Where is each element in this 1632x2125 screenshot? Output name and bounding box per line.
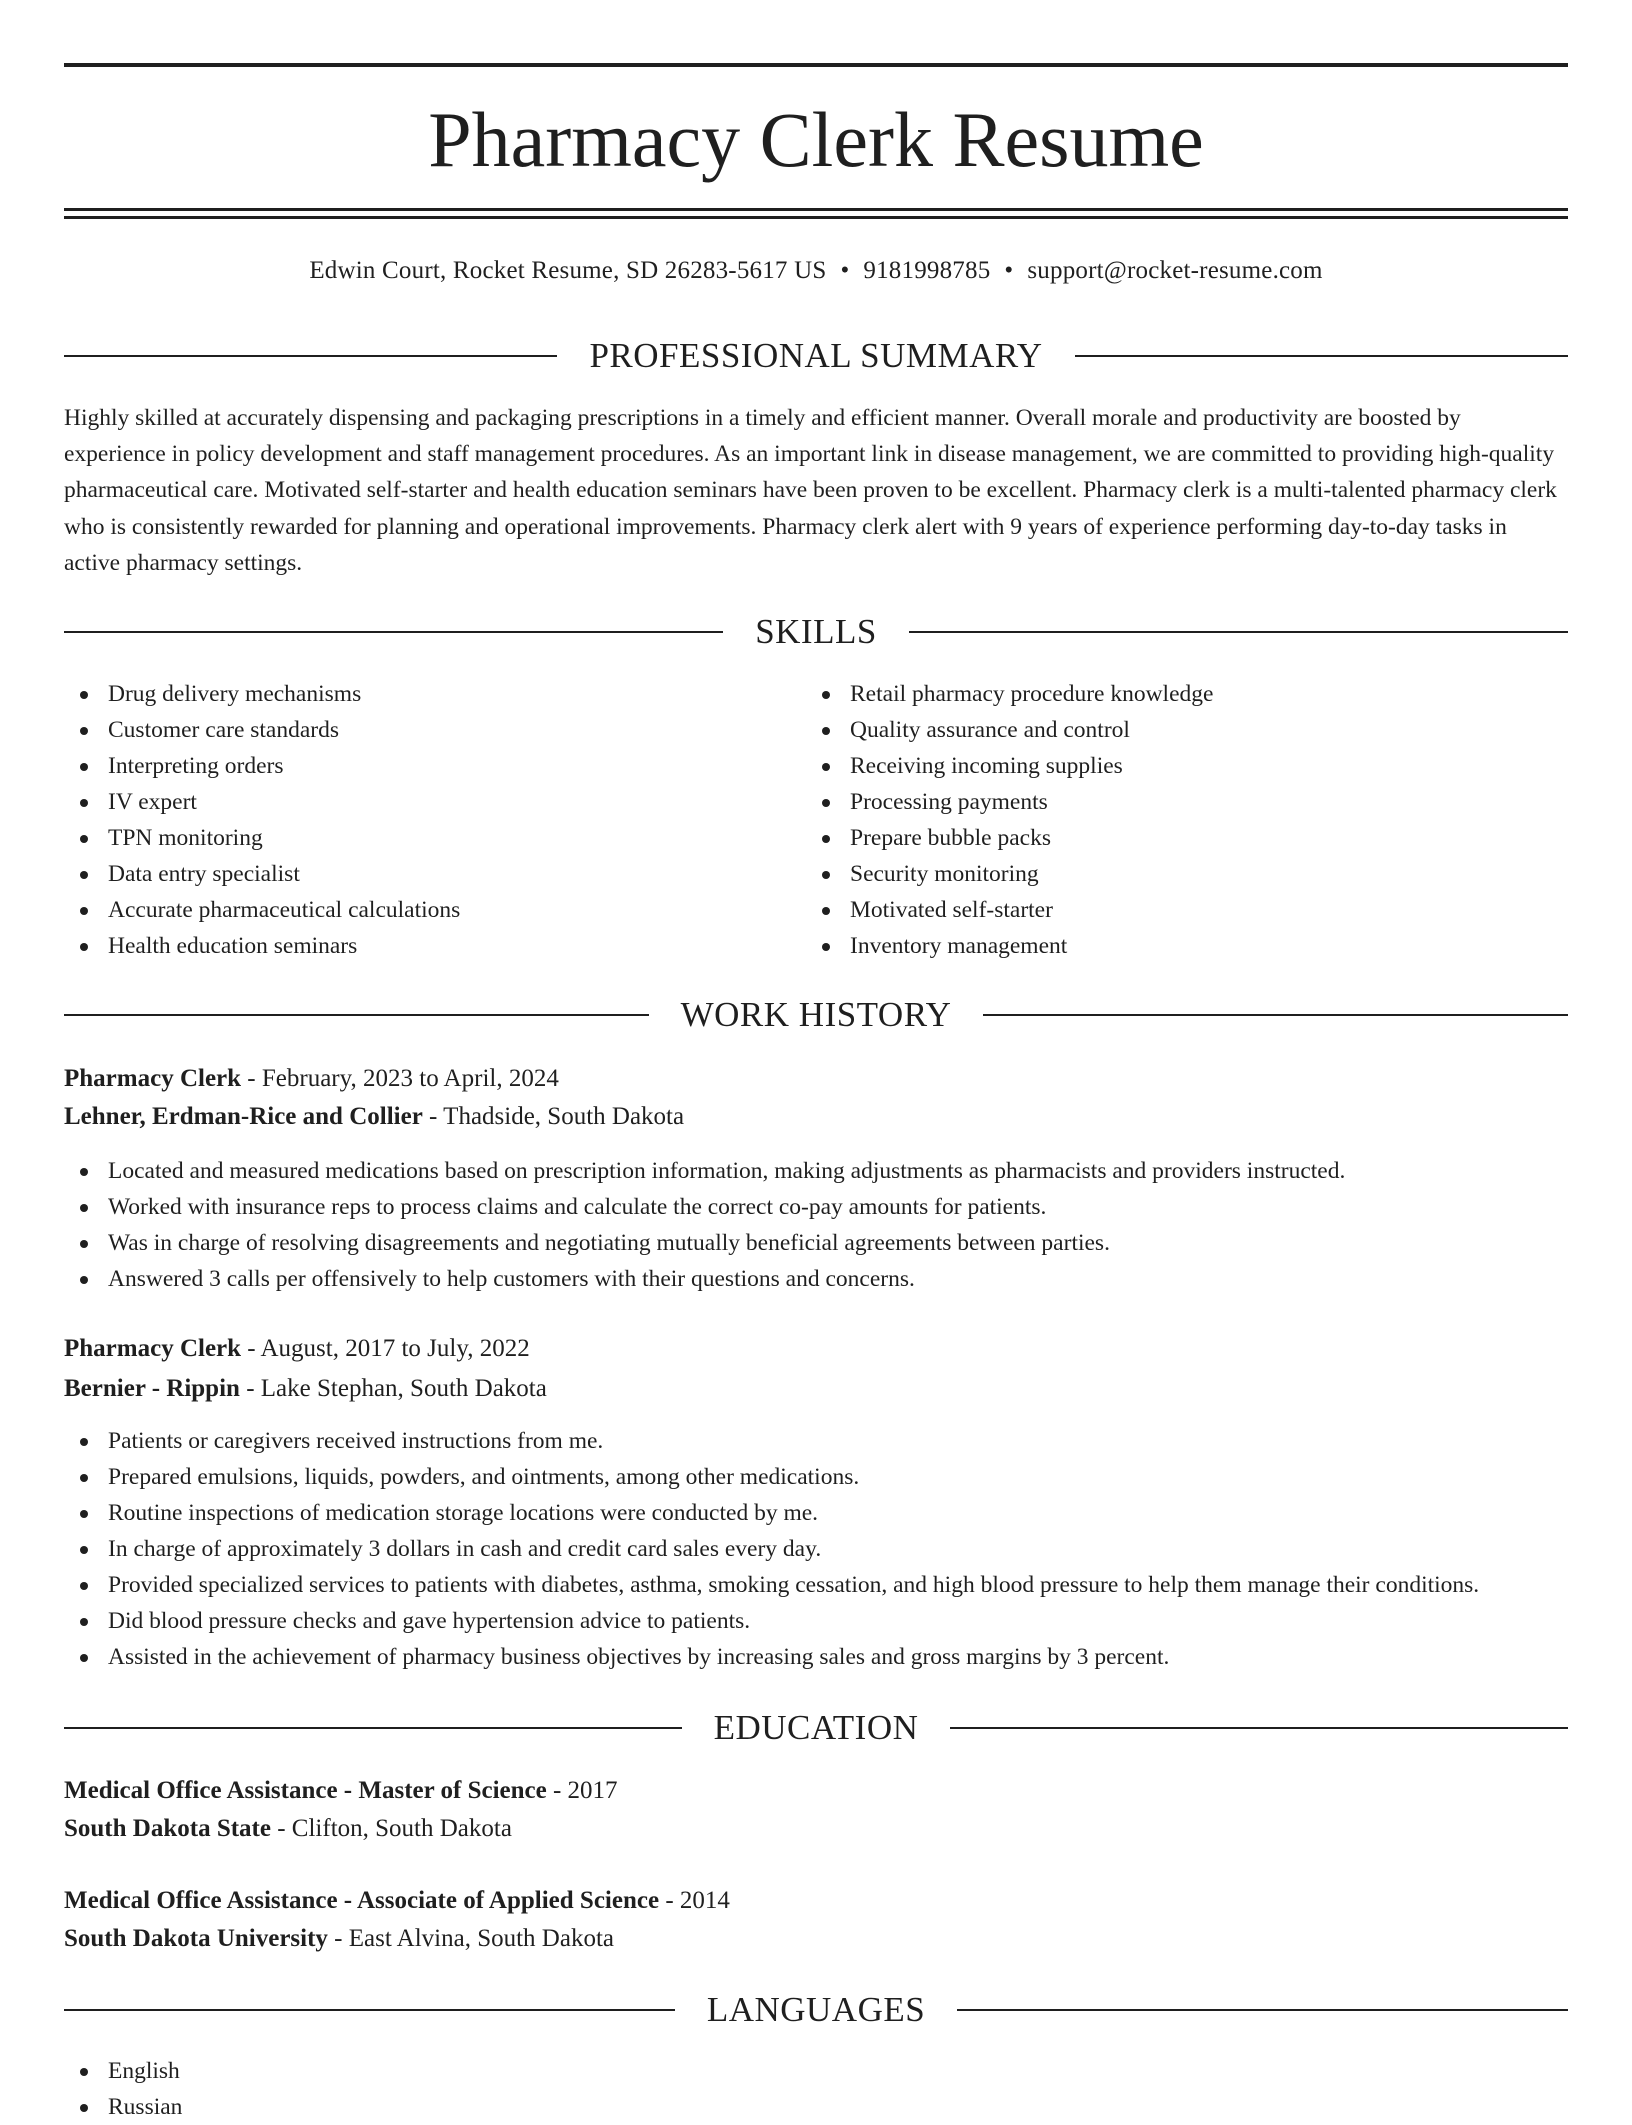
skill-item: Interpreting orders — [64, 748, 804, 784]
skill-item: Inventory management — [806, 928, 1546, 964]
skill-item: Drug delivery mechanisms — [64, 676, 804, 712]
job-company: Lehner, Erdman-Rice and Collier — [64, 1103, 423, 1130]
section-rule — [64, 631, 723, 633]
education-school: South Dakota University — [64, 1925, 328, 1952]
contact-line — [64, 254, 1568, 288]
languages-list — [64, 2053, 664, 2125]
skill-item: Security monitoring — [806, 856, 1546, 892]
section-rule — [957, 2009, 1568, 2011]
section-title: EDUCATION — [713, 1708, 919, 1747]
job-dates: - August, 2017 to July, 2022 — [241, 1335, 530, 1362]
job-company-line — [64, 1370, 547, 1408]
education-location: - Clifton, South Dakota — [270, 1815, 512, 1842]
header-top-rule — [64, 63, 1568, 67]
header-rule-upper — [64, 208, 1568, 211]
skill-item: Motivated self-starter — [806, 892, 1546, 928]
skill-item: Processing payments — [806, 784, 1546, 820]
contact-email: support@rocket-resume.com — [1027, 257, 1323, 284]
skill-item: TPN monitoring — [64, 820, 804, 856]
language-item: English — [64, 2053, 664, 2089]
job-title: Pharmacy Clerk — [64, 1065, 242, 1092]
education-location: - East Alvina, South Dakota — [327, 1925, 614, 1952]
job-location: - Thadside, South Dakota — [422, 1103, 685, 1130]
language-item: Russian — [64, 2089, 664, 2125]
section-heading-languages — [64, 1988, 1568, 2032]
education-school-line — [64, 1810, 512, 1848]
education-year: - 2017 — [546, 1777, 618, 1804]
job-duties-list — [64, 1423, 1568, 1675]
section-rule — [64, 2009, 675, 2011]
skills-list-left — [64, 676, 804, 964]
page-title: Pharmacy Clerk Resume — [428, 96, 1204, 183]
section-title: LANGUAGES — [706, 1990, 926, 2029]
summary-text: Highly skilled at accurately dispensing and packaging prescriptions in a timely and efficient manner. Overall morale and productivity are boosted by experience in policy development and staff management procedures. As an important link in disease management, we are committed to providing high-quality pharmaceutical care. Motivated self-starter and health education seminars have been proven to be excellent. Pharmacy clerk is a multi-talented pharmacy clerk who is consistently rewarded for planning and operational improvements. Pharmacy clerk alert with 9 years of experience performing day-to-day tasks in active pharmacy settings. — [64, 405, 1557, 576]
header-rule-lower — [64, 216, 1568, 219]
section-heading-skills — [64, 610, 1568, 654]
contact-separator: • — [840, 257, 850, 284]
job-title-line — [64, 1330, 530, 1368]
job-duty-item: In charge of approximately 3 dollars in cash and credit card sales every day. — [64, 1531, 1568, 1567]
education-year: - 2014 — [659, 1887, 730, 1914]
skill-item: Accurate pharmaceutical calculations — [64, 892, 804, 928]
education-school-line — [64, 1920, 614, 1958]
section-title: SKILLS — [755, 612, 877, 651]
section-title: PROFESSIONAL SUMMARY — [589, 336, 1043, 375]
section-title: WORK HISTORY — [680, 995, 952, 1034]
section-rule — [983, 1014, 1568, 1016]
job-duty-item: Was in charge of resolving disagreements and negotiating mutually beneficial agreements between parties. — [64, 1225, 1568, 1261]
job-title: Pharmacy Clerk — [64, 1335, 242, 1362]
job-title-line — [64, 1060, 559, 1098]
education-degree: Medical Office Assistance - Master of Science — [64, 1777, 547, 1804]
job-company-line — [64, 1098, 684, 1136]
contact-separator: • — [1004, 257, 1014, 284]
education-degree-line — [64, 1772, 618, 1810]
section-rule — [950, 1727, 1568, 1729]
education-school: South Dakota State — [64, 1815, 271, 1842]
contact-phone: 9181998785 — [863, 257, 991, 284]
section-rule — [64, 355, 557, 357]
skill-item: Prepare bubble packs — [806, 820, 1546, 856]
education-degree: Medical Office Assistance - Associate of Applied Science — [64, 1887, 660, 1914]
skill-item: IV expert — [64, 784, 804, 820]
job-company: Bernier - Rippin — [64, 1375, 240, 1402]
job-location: - Lake Stephan, South Dakota — [239, 1375, 547, 1402]
section-rule — [909, 631, 1568, 633]
job-duty-item: Routine inspections of medication storage locations were conducted by me. — [64, 1495, 1568, 1531]
job-dates: - February, 2023 to April, 2024 — [241, 1065, 559, 1092]
job-duty-item: Patients or caregivers received instructions from me. — [64, 1423, 1568, 1459]
skill-item: Quality assurance and control — [806, 712, 1546, 748]
skill-item: Receiving incoming supplies — [806, 748, 1546, 784]
job-duty-item: Located and measured medications based on prescription information, making adjustments as pharmacists and providers instructed. — [64, 1153, 1568, 1189]
skills-list-right — [806, 676, 1546, 964]
job-duty-item: Answered 3 calls per offensively to help customers with their questions and concerns. — [64, 1261, 1568, 1297]
job-duty-item: Did blood pressure checks and gave hypertension advice to patients. — [64, 1603, 1568, 1639]
section-rule — [64, 1014, 649, 1016]
skill-item: Customer care standards — [64, 712, 804, 748]
job-duty-item: Worked with insurance reps to process claims and calculate the correct co-pay amounts for patients. — [64, 1189, 1568, 1225]
section-heading-work-history — [64, 993, 1568, 1037]
skill-item: Retail pharmacy procedure knowledge — [806, 676, 1546, 712]
job-duty-item: Provided specialized services to patients with diabetes, asthma, smoking cessation, and high blood pressure to help them manage their conditions. — [64, 1567, 1568, 1603]
section-heading-summary — [64, 334, 1568, 378]
skill-item: Health education seminars — [64, 928, 804, 964]
job-duties-list — [64, 1153, 1568, 1297]
skill-item: Data entry specialist — [64, 856, 804, 892]
section-rule — [1075, 355, 1568, 357]
section-rule — [64, 1727, 682, 1729]
education-degree-line — [64, 1882, 730, 1920]
contact-address: Edwin Court, Rocket Resume, SD 26283-5617 US — [309, 257, 827, 284]
section-heading-education — [64, 1706, 1568, 1750]
job-duty-item: Assisted in the achievement of pharmacy business objectives by increasing sales and gross margins by 3 percent. — [64, 1639, 1568, 1675]
job-duty-item: Prepared emulsions, liquids, powders, and ointments, among other medications. — [64, 1459, 1568, 1495]
